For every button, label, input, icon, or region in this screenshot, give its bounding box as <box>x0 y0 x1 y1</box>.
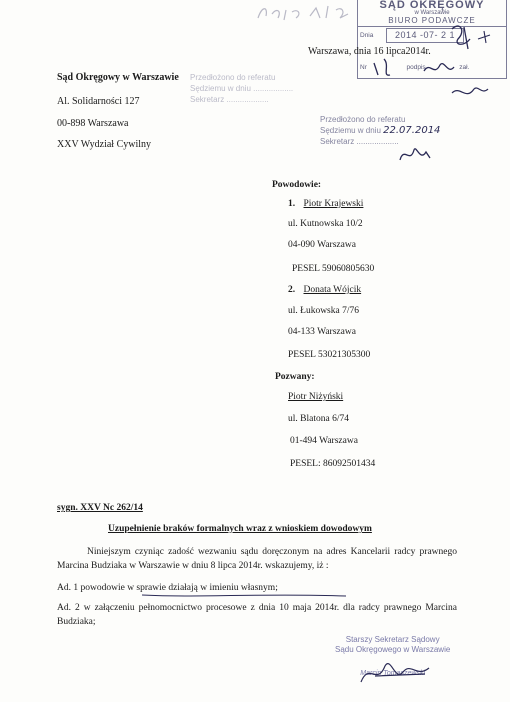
body-intro: Niniejszym czyniąc zadość wezwaniu sądu doręczonym na adres Kancelarii radcy prawnego Marcina Budziaka w Warszawie w dniu 8 lipca 2014r. wskazujemy, iż : <box>57 547 457 571</box>
defendant-street: ul. Blatona 6/74 <box>288 414 349 424</box>
plaintiff-1-header <box>288 199 363 209</box>
stamp-received-label: zał. <box>459 64 470 71</box>
referral-stamp-2-line1: Przedłożono do referatu <box>320 115 406 124</box>
plaintiff-1-pesel: PESEL 59060805630 <box>292 264 375 274</box>
referral-stamp-1 <box>190 72 293 105</box>
referral-stamp-2-line2-row <box>320 125 440 136</box>
addressee-name: Sąd Okręgowy w Warszawie <box>57 72 179 83</box>
secretary-stamp-line2: Sądu Okręgowego w Warszawie <box>335 645 451 654</box>
plaintiff-2-street: ul. Łukowska 7/76 <box>288 306 359 316</box>
defendant-name: Piotr Niżyński <box>288 392 344 402</box>
body-point-2: Ad. 2 w załączeniu pełnomocnictwo procesowe z dnia 10 maja 2014r. dla radcy prawnego Marcina Budziaka; <box>57 603 457 627</box>
defendant-pesel: PESEL: 86092501434 <box>290 459 376 469</box>
referral-stamp-2-line2: Sędziemu w dniu <box>320 126 381 135</box>
case-number: sygn. XXV Nc 262/14 <box>57 503 143 513</box>
referral-stamp-1-line1: Przedłożono do referatu <box>190 73 276 82</box>
body-point-1: Ad. 1 powodowie w sprawie działają w imieniu własnym; <box>57 583 278 593</box>
point-1-underline <box>140 592 350 600</box>
addressee-department: XXV Wydział Cywilny <box>57 139 152 150</box>
stamp-number-label: Nr <box>360 64 367 71</box>
document-title: Uzupełnienie braków formalnych wraz z wnioskiem dowodowym <box>108 524 372 534</box>
plaintiff-1-street: ul. Kutnowska 10/2 <box>288 219 363 229</box>
referral-signature <box>396 142 436 168</box>
referral-stamp-2-date: 22.07.2014 <box>383 125 441 136</box>
referral-stamp-1-line2: Sędziemu w dniu .................. <box>190 84 294 93</box>
addressee-street: Al. Solidarności 127 <box>57 96 140 107</box>
plaintiff-2-header <box>288 285 361 295</box>
plaintiff-1-name: Piotr Krajewski <box>303 199 364 209</box>
stamp-signature-label: podpis <box>406 64 426 71</box>
plaintiff-2-number: 2. <box>288 285 296 295</box>
plaintiff-2-pesel: PESEL 53021305300 <box>288 350 371 360</box>
defendant-postal: 01-494 Warszawa <box>290 436 358 446</box>
handwritten-note-top <box>250 0 360 24</box>
referral-stamp-1-line3: Sekretarz ................... <box>190 95 269 104</box>
stamp-date-label: Dnia <box>360 32 374 39</box>
secretary-stamp-line3: Marcin Tomaszewski <box>360 670 425 677</box>
stamp-office: BIURO PODAWCZE <box>358 16 506 27</box>
addressee-postal: 00-898 Warszawa <box>57 118 129 129</box>
stamp-date-value: 2014 -07- 2 1 <box>386 28 464 43</box>
stamp-city: w Warszawie <box>414 10 450 16</box>
referral-stamp-2-line3: Sekretarz ................... <box>320 137 399 146</box>
plaintiffs-heading: Powodowie: <box>272 180 322 190</box>
plaintiff-1-number: 1. <box>288 199 296 209</box>
plaintiff-2-postal: 04-133 Warszawa <box>288 327 356 337</box>
secretary-stamp-line1: Starszy Sekretarz Sądowy <box>345 635 440 644</box>
place-date: Warszawa, dnia 16 lipca2014r. <box>308 46 431 57</box>
secretary-signature <box>355 652 445 692</box>
stamp-court: SĄD OKRĘGOWY <box>379 0 485 11</box>
plaintiff-1-postal: 04-090 Warszawa <box>288 240 356 250</box>
defendant-heading: Pozwany: <box>275 372 315 382</box>
stamp-handwriting <box>360 5 510 115</box>
plaintiff-2-name: Donata Wójcik <box>303 285 362 295</box>
